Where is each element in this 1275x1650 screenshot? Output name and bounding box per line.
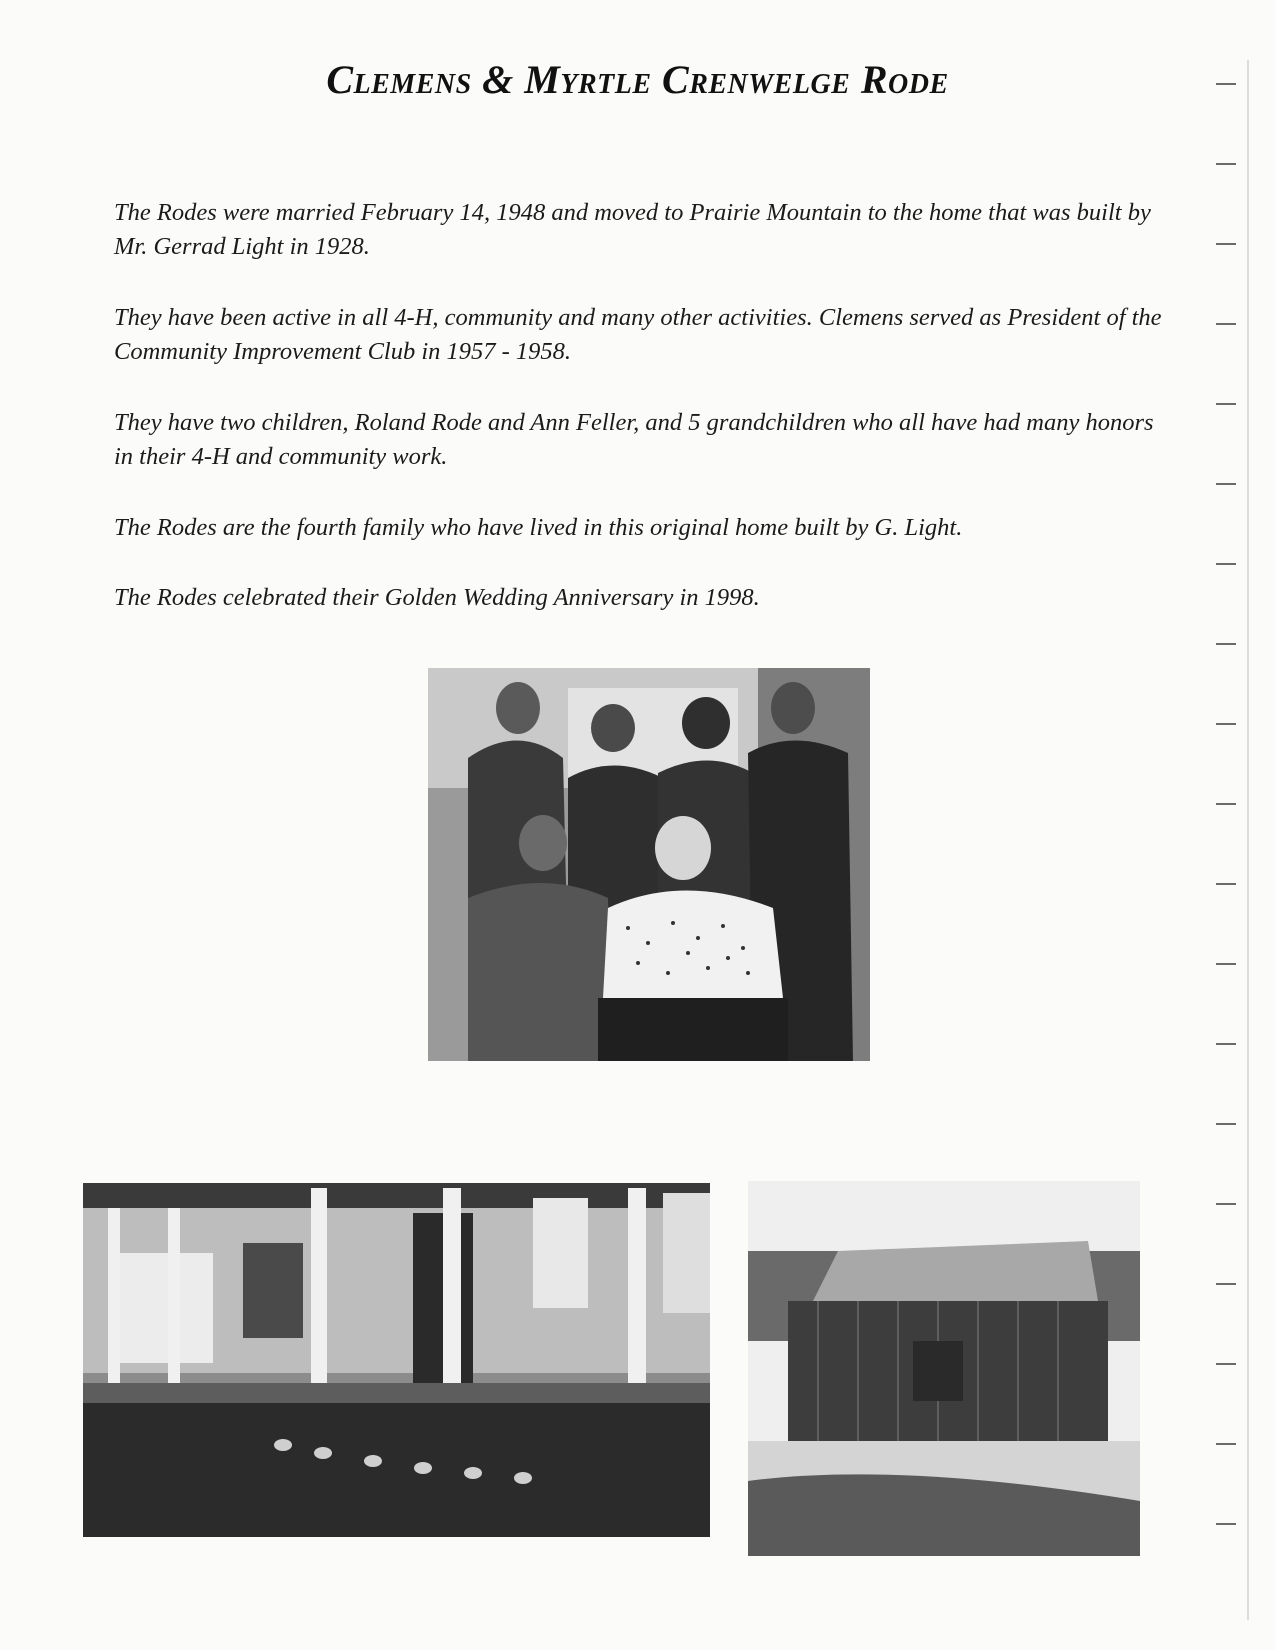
- house-porch-photo: [83, 1183, 710, 1537]
- paragraph-marriage: The Rodes were married February 14, 1948 and moved to Prairie Mountain to the home that was built by Mr. Gerrad Light in 1928.: [114, 198, 1151, 260]
- page-title: Clemens & Myrtle Crenwelge Rode: [326, 57, 949, 102]
- paragraph-activities: They have been active in all 4-H, community and many other activities. Clemens served as President of the Community Improvement Club in 1957 - 1958.: [114, 303, 1162, 365]
- family-group-photo: [428, 668, 870, 1061]
- paragraph-children: They have two children, Roland Rode and Ann Feller, and 5 grandchildren who all have had many honors in their 4-H and community work.: [114, 408, 1154, 470]
- paragraph-golden-anniversary: The Rodes celebrated their Golden Wedding Anniversary in 1998.: [114, 583, 760, 611]
- old-wooden-house-photo: [748, 1181, 1140, 1556]
- binding-marks: [1212, 60, 1252, 1620]
- paragraph-fourth-family: The Rodes are the fourth family who have lived in this original home built by G. Light.: [114, 513, 963, 541]
